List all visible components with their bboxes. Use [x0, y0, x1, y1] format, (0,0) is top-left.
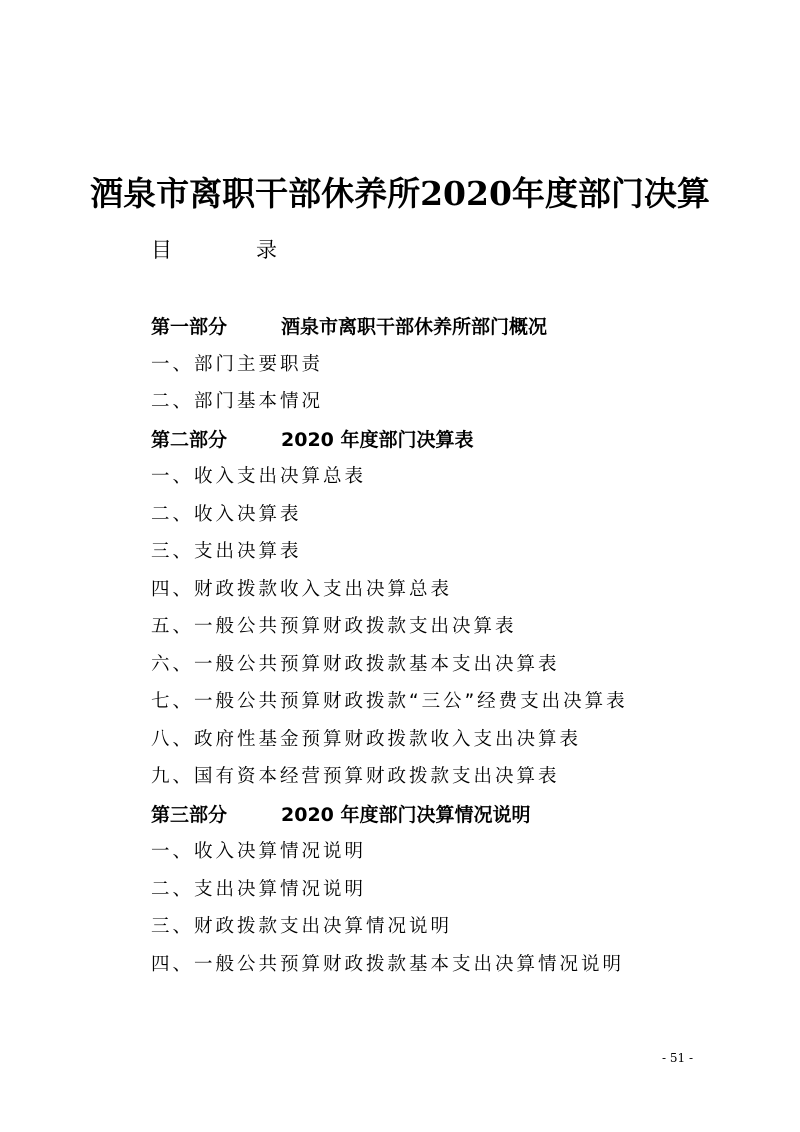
- toc-item: 二、收入决算表: [151, 503, 302, 525]
- toc-part-2: [151, 425, 628, 463]
- toc-item: 一、部门主要职责: [151, 353, 324, 375]
- toc-item: 三、财政拨款支出决算情况说明: [151, 916, 453, 937]
- toc-item: 五、一般公共预算财政拨款支出决算表: [151, 616, 517, 637]
- toc-heading-char-1: 目: [151, 238, 172, 262]
- toc-part-name: 酒泉市离职干部休养所部门概况: [281, 316, 548, 338]
- toc-part-number: 第二部分: [151, 428, 228, 451]
- toc-part-number: 第一部分: [151, 316, 228, 338]
- toc-item: 九、国有资本经营预算财政拨款支出决算表: [151, 766, 560, 787]
- toc-item: 四、一般公共预算财政拨款基本支出决算情况说明: [151, 953, 625, 975]
- toc-heading-char-2: 录: [256, 238, 277, 262]
- toc-item: 二、支出决算情况说明: [151, 878, 367, 900]
- toc-item: 二、部门基本情况: [151, 391, 324, 412]
- toc-item: 一、收入决算情况说明: [151, 841, 367, 862]
- toc-part-3: [151, 800, 628, 838]
- toc-item: 一、收入支出决算总表: [151, 466, 367, 487]
- toc-part-name: 2020 年度部门决算情况说明: [281, 803, 531, 826]
- toc-part-1: [151, 312, 628, 350]
- toc-item: 八、政府性基金预算财政拨款收入支出决算表: [151, 728, 582, 750]
- table-of-contents: [151, 312, 628, 987]
- toc-item: 七、一般公共预算财政拨款“三公”经费支出决算表: [151, 691, 628, 712]
- page-title: 酒泉市离职干部休养所2020年度部门决算: [90, 174, 710, 214]
- toc-heading: [151, 236, 277, 264]
- toc-item: 四、财政拨款收入支出决算总表: [151, 578, 453, 600]
- toc-item: 三、支出决算表: [151, 541, 302, 562]
- toc-part-number: 第三部分: [151, 803, 228, 826]
- toc-item: 六、一般公共预算财政拨款基本支出决算表: [151, 653, 560, 675]
- toc-part-name: 2020 年度部门决算表: [281, 428, 474, 451]
- page-number: - 51 -: [662, 1051, 694, 1065]
